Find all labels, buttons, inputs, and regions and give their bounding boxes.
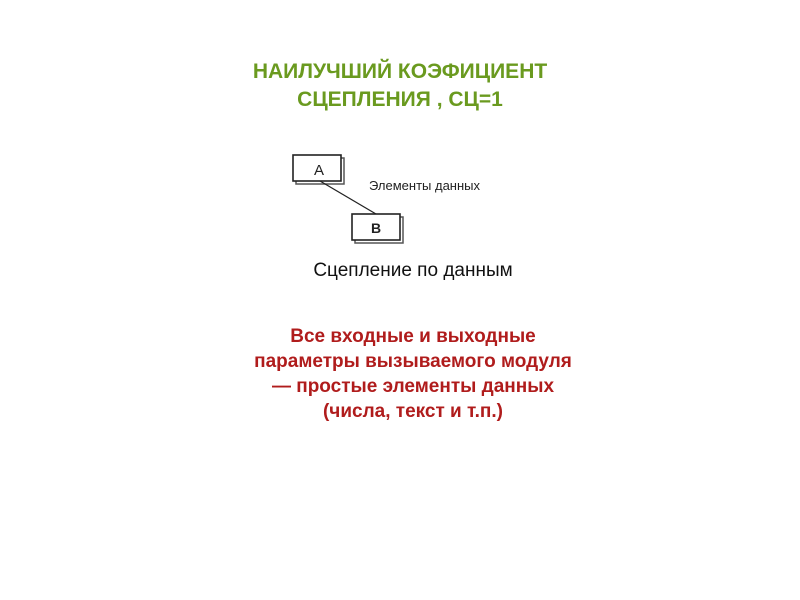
description-text <box>0 324 800 424</box>
data-link-line <box>320 181 376 214</box>
coupling-diagram-svg <box>280 145 540 250</box>
link-label: Элементы данных <box>369 178 481 193</box>
box-a-label: A <box>313 162 325 179</box>
slide-title-line-1: НАИЛУЧШИЙ КОЭФИЦИЕНТ <box>252 60 548 83</box>
slide-title <box>0 58 800 114</box>
coupling-diagram <box>280 145 540 250</box>
description-line-1: Все входные и выходные <box>290 326 536 347</box>
box-b-label: B <box>370 220 382 236</box>
description-line-3: — простые элементы данных <box>271 376 555 397</box>
description-line-2: параметры вызываемого модуля <box>254 351 572 372</box>
slide-title-line-2: СЦЕПЛЕНИЯ , СЦ=1 <box>297 88 503 111</box>
diagram-caption: Сцепление по данным <box>313 260 513 281</box>
description-line-4: (числа, текст и т.п.) <box>322 401 504 422</box>
